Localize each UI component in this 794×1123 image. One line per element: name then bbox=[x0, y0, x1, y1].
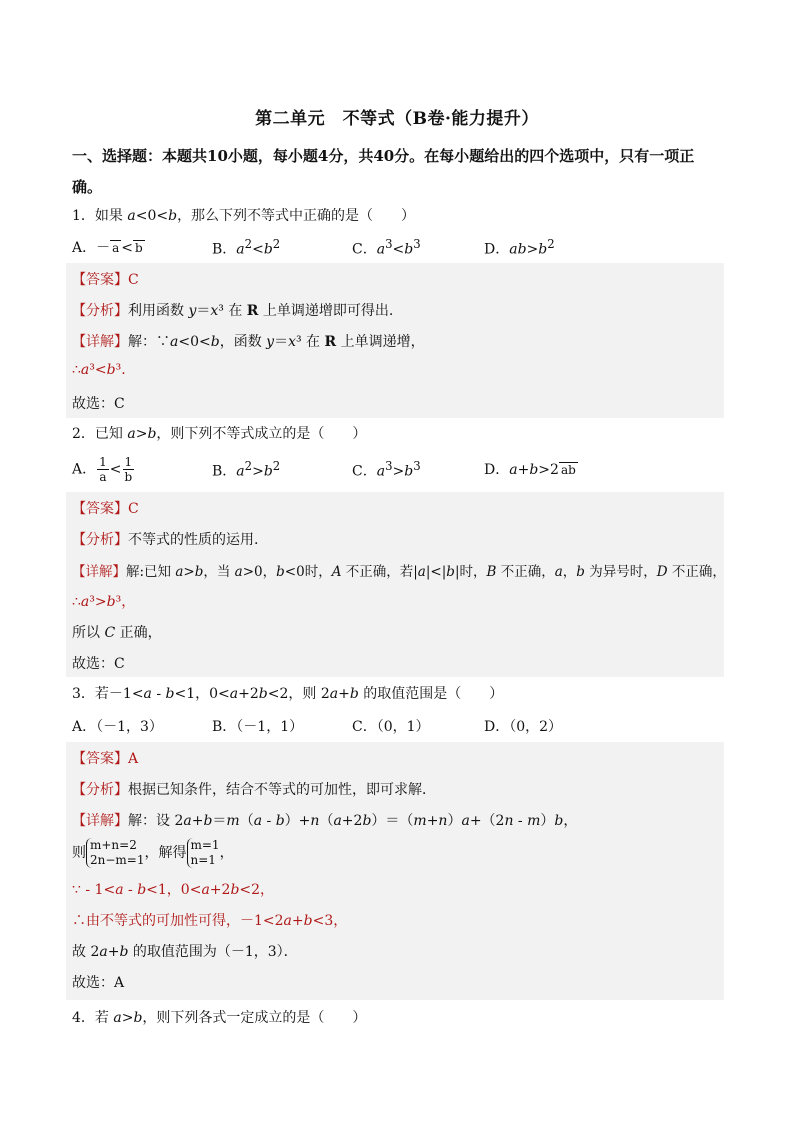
answer-3: 【答案】A bbox=[72, 751, 139, 767]
answer-box-2 bbox=[66, 492, 724, 677]
detail-3-line-6: 故选：A bbox=[72, 975, 125, 991]
detail-3-line-3: ∵ - 1<a - b<1，0<a+2b<2， bbox=[72, 882, 275, 898]
answer-box-1 bbox=[66, 263, 724, 418]
option-d: D．（0，2） bbox=[484, 719, 563, 735]
analysis-2: 【分析】不等式的性质的运用. bbox=[72, 532, 259, 548]
option-b: B．$a^2<b^2$ bbox=[212, 237, 281, 258]
analysis-3: 【分析】根据已知条件，结合不等式的可加性，即可求解． bbox=[72, 782, 436, 798]
question-4-stem: 4．若 a>b，则下列各式一定成立的是（ ） bbox=[72, 1010, 367, 1026]
option-c: C．$a^3<b^3$ bbox=[352, 237, 421, 258]
answer-1: 【答案】C bbox=[72, 272, 139, 288]
detail-3-line-2: 则 m+n=2 2n−m=1，解得 m=1 n=1 ， bbox=[72, 838, 234, 867]
section-heading: 一、选择题：本题共10小题，每小题4分，共40分。在每小题给出的四个选项中，只有一项正确。 bbox=[72, 147, 695, 196]
detail-1-line-3: 故选：C bbox=[72, 396, 125, 412]
answer-box-3 bbox=[66, 742, 724, 1000]
analysis-1: 【分析】利用函数 y＝x³ 在 R 上单调递增即可得出. bbox=[72, 303, 394, 319]
detail-2-line-4: 故选：C bbox=[72, 656, 125, 672]
option-a: A． $\frac{1}{a}$ < $\frac{1}{b}$ bbox=[72, 455, 133, 484]
detail-2-line-2: ∴a³>b³， bbox=[72, 594, 136, 610]
option-a: A．－ a < b bbox=[72, 240, 143, 256]
option-c: C．（0，1） bbox=[352, 719, 430, 735]
answer-2: 【答案】C bbox=[72, 501, 139, 517]
detail-3-line-1: 【详解】解：设 2a+b＝m（a - b）+n（a+2b）＝（m+n）a+（2n - m）b， bbox=[72, 813, 578, 829]
question-3-stem: 3．若－1<a - b<1，0<a+2b<2，则 2a+b 的取值范围是（ ） bbox=[72, 686, 504, 702]
detail-1-line-2: ∴a³<b³. bbox=[72, 362, 126, 378]
question-2-options bbox=[72, 455, 724, 489]
option-a: A．（－1，3） bbox=[72, 719, 163, 735]
question-3-options bbox=[72, 716, 724, 738]
option-c: C．$a^3>b^3$ bbox=[352, 459, 421, 480]
detail-2-line-1: 【详解】解:已知 a>b，当 a>0，b<0时，A 不正确，若|a|<|b|时，B 不正确，a，b 为异号时，D 不正确， bbox=[72, 564, 726, 580]
option-b: B．$a^2>b^2$ bbox=[212, 459, 281, 480]
question-2-stem: 2．已知 a>b，则下列不等式成立的是（ ） bbox=[72, 426, 367, 442]
option-b: B．（－1，1） bbox=[212, 719, 304, 735]
question-1-options bbox=[72, 237, 724, 259]
option-d: D．$ab>b^2$ bbox=[484, 237, 555, 258]
detail-3-line-5: 故 2a+b 的取值范围为（－1，3）． bbox=[72, 944, 298, 960]
option-d: D．a+b>2 ab bbox=[484, 462, 576, 478]
detail-3-line-4: ∴由不等式的可加性可得，－1<2a+b<3， bbox=[72, 913, 348, 929]
detail-1-line-1: 【详解】解：∵a<0<b，函数 y＝x³ 在 R 上单调递增， bbox=[72, 334, 425, 350]
detail-2-line-3: 所以 C 正确， bbox=[72, 625, 162, 641]
question-1-stem: 1．如果 a<0<b，那么下列不等式中正确的是（ ） bbox=[72, 208, 416, 224]
page-title: 第二单元 不等式（B卷·能力提升） bbox=[255, 109, 539, 129]
